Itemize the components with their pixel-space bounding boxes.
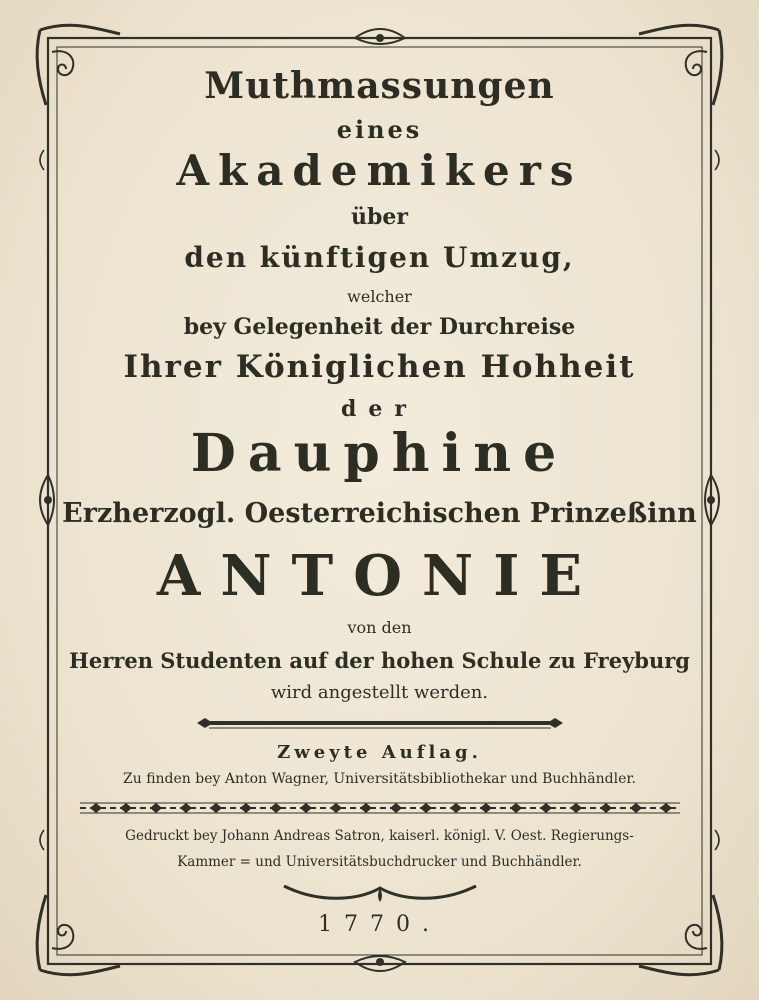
title-line-dauphine: Dauphine <box>190 423 569 484</box>
printer-line-2: Kammer = und Universitätsbuchdrucker und Buchhändler. <box>177 854 582 870</box>
title-line-hohheit: Ihrer Königlichen Hohheit <box>123 349 636 385</box>
title-line-studenten: Herren Studenten auf der hohen Schule zu Freyburg <box>69 648 690 673</box>
title-line-eines: eines <box>336 115 423 144</box>
swash-ornament <box>280 878 480 908</box>
publication-year: 1770. <box>318 912 441 937</box>
title-line-der: der <box>341 396 418 422</box>
title-line-gelegenheit: bey Gelegenheit der Durchreise <box>183 314 576 340</box>
title-line-akademikers: Akademikers <box>176 146 583 195</box>
ornamental-rule <box>195 716 565 730</box>
title-line-muthmassungen: Muthmassungen <box>204 65 555 107</box>
title-line-welcher: welcher <box>347 287 412 306</box>
title-line-prinzessinn: Erzherzogl. Oesterreichischen Prinzeßinn <box>62 498 697 529</box>
decorative-band <box>80 800 680 816</box>
title-line-von-den: von den <box>347 618 412 637</box>
edition-line: Zweyte Auflag. <box>277 742 482 763</box>
title-line-angestellt: wird angestellt werden. <box>270 682 489 703</box>
title-line-ueber: über <box>351 204 408 230</box>
seller-line: Zu finden bey Anton Wagner, Universitätsbibliothekar und Buchhändler. <box>123 771 636 787</box>
title-line-antonie: ANTONIE <box>156 543 603 609</box>
printer-line-1: Gedruckt bey Johann Andreas Satron, kaiserl. königl. V. Oest. Regierungs- <box>125 828 634 844</box>
title-line-umzug: den künftigen Umzug, <box>184 241 575 274</box>
